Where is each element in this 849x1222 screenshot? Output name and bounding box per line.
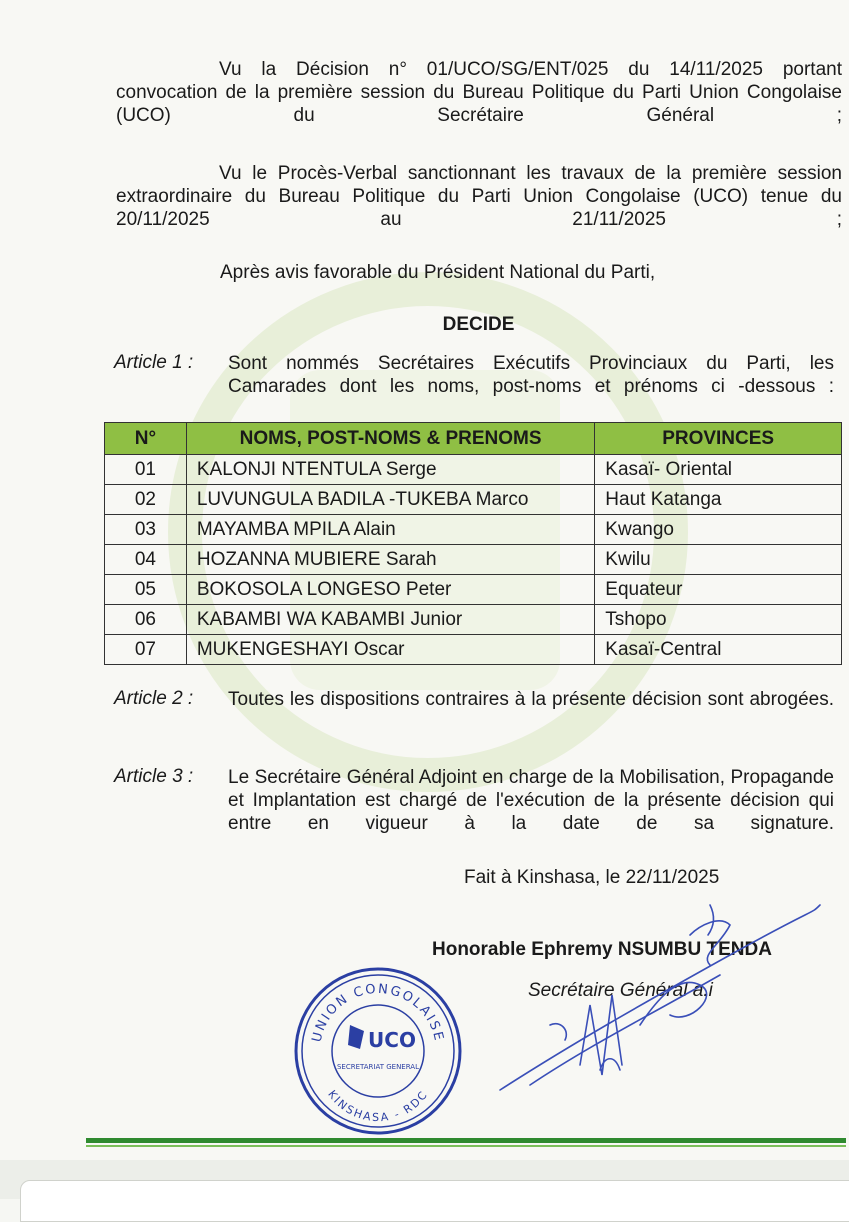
signatory-name: Honorable Ephremy NSUMBU TENDA bbox=[432, 939, 772, 960]
article-2-text: Toutes les dispositions contraires à la présente décision sont abrogées. bbox=[228, 689, 834, 710]
names-table bbox=[104, 422, 842, 665]
official-stamp bbox=[292, 965, 464, 1137]
row-number: 05 bbox=[105, 575, 187, 605]
article-1-text: Sont nommés Secrétaires Exécutifs Provinciaux du Parti, les Camarades dont les noms, post-noms et prénoms ci -dessous : bbox=[228, 353, 834, 397]
row-number: 07 bbox=[105, 635, 187, 665]
article-2-label: Article 2 : bbox=[114, 688, 194, 709]
handwritten-signature bbox=[490, 895, 830, 1095]
decide-heading: DECIDE bbox=[442, 314, 515, 335]
signatory-title: Secrétaire Général a.i bbox=[528, 980, 713, 1001]
stamp-logo-text: UCO bbox=[368, 1028, 416, 1052]
row-name: KALONJI NTENTULA Serge bbox=[186, 455, 594, 485]
row-name: MUKENGESHAYI Oscar bbox=[186, 635, 594, 665]
header-names: NOMS, POST-NOMS & PRENOMS bbox=[186, 423, 594, 455]
stamp-top-text: UNION CONGOLAISE bbox=[309, 981, 447, 1044]
row-name: KABAMBI WA KABAMBI Junior bbox=[186, 605, 594, 635]
article-1-label: Article 1 : bbox=[114, 352, 194, 373]
row-number: 04 bbox=[105, 545, 187, 575]
footer-divider bbox=[86, 1138, 846, 1143]
message-input-box[interactable] bbox=[20, 1180, 849, 1222]
stamp-map-icon bbox=[348, 1025, 364, 1049]
header-number: N° bbox=[105, 423, 187, 455]
row-name: BOKOSOLA LONGESO Peter bbox=[186, 575, 594, 605]
row-province: Haut Katanga bbox=[595, 485, 842, 515]
row-number: 03 bbox=[105, 515, 187, 545]
table-header-row bbox=[105, 423, 842, 455]
stamp-bottom-text: KINSHASA - RDC bbox=[325, 1087, 431, 1125]
table-row bbox=[105, 575, 842, 605]
row-number: 06 bbox=[105, 605, 187, 635]
row-province: Kwango bbox=[595, 515, 842, 545]
table-row bbox=[105, 515, 842, 545]
article-3-text: Le Secrétaire Général Adjoint en charge de la Mobilisation, Propagande et Implantation est chargé de l'exécution de la présente décision qui entre en vigueur à la date de sa signature. bbox=[228, 767, 834, 834]
row-number: 02 bbox=[105, 485, 187, 515]
row-name: MAYAMBA MPILA Alain bbox=[186, 515, 594, 545]
vu-decision-paragraph: Vu la Décision n° 01/UCO/SG/ENT/025 du 14/11/2025 portant convocation de la première session du Bureau Politique du Parti Union Congolaise (UCO) du Secrétaire Général ; bbox=[116, 59, 842, 126]
row-province: Equateur bbox=[595, 575, 842, 605]
row-province: Tshopo bbox=[595, 605, 842, 635]
footer-divider-thin bbox=[86, 1145, 846, 1147]
place-date: Fait à Kinshasa, le 22/11/2025 bbox=[464, 867, 720, 888]
table-row bbox=[105, 635, 842, 665]
article-3-label: Article 3 : bbox=[114, 766, 194, 787]
header-provinces: PROVINCES bbox=[595, 423, 842, 455]
row-number: 01 bbox=[105, 455, 187, 485]
row-province: Kasaï-Central bbox=[595, 635, 842, 665]
row-province: Kwilu bbox=[595, 545, 842, 575]
vu-proces-verbal-paragraph: Vu le Procès-Verbal sanctionnant les travaux de la première session extraordinaire du Bureau Politique du Parti Union Congolaise (UCO) tenue du 20/11/2025 au 21/11/2025 ; bbox=[116, 163, 842, 230]
row-province: Kasaï- Oriental bbox=[595, 455, 842, 485]
table-row bbox=[105, 485, 842, 515]
row-name: HOZANNA MUBIERE Sarah bbox=[186, 545, 594, 575]
table-row bbox=[105, 545, 842, 575]
stamp-middle-text: SECRETARIAT GENERAL bbox=[336, 1063, 420, 1071]
table-row bbox=[105, 455, 842, 485]
table-row bbox=[105, 605, 842, 635]
row-name: LUVUNGULA BADILA -TUKEBA Marco bbox=[186, 485, 594, 515]
apres-avis-paragraph: Après avis favorable du Président National du Parti, bbox=[220, 262, 656, 283]
